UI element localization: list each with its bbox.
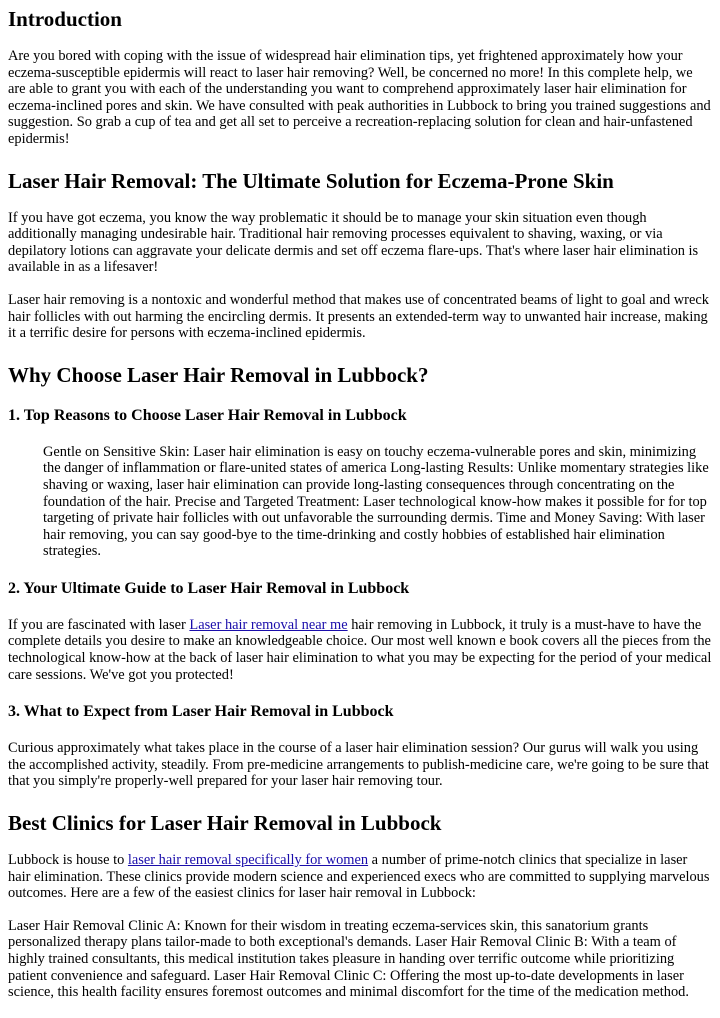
laser-hair-removal-for-women-link[interactable]: laser hair removal specifically for women [127,852,369,869]
ultimate-solution-section [8,169,712,342]
best-clinics-section [8,811,712,1001]
best-clinics-heading: Best Clinics for Laser Hair Removal in Lubbock [8,811,442,836]
guide-paragraph [8,617,712,683]
clinics-paragraph-2: Laser Hair Removal Clinic A: Known for their wisdom in treating eczema-services skin, this sanatorium grants personalized therapy plans tailor-made to both exceptional's demands. Laser Hair Removal Clinic B: With a team of highly trained consultants, this medical institution takes pleasure in handing over terrific outcome while prioritizing patient convenience and safeguard. Laser Hair Removal Clinic C: Offering the most up-to-date developments in laser science, this health facility ensures foremost outcomes and minimal discomfort for the time of the medication method. [8,917,689,1001]
laser-hair-removal-near-me-link[interactable]: Laser hair removal near me [189,616,348,633]
why-choose-section [8,363,712,790]
intro-section [8,0,712,148]
guide-text-before: If you are fascinated with laser [8,616,190,633]
guide-text-after: hair removing in Lubbock, it truly is a must-have to have the complete details you desire to make an knowledgeable choice. Our most well known e book covers all the pieces from the technological know-how at the back of laser hair elimination to what you may be expecting for the period of your medical care sessions. We've got you protected! [8,616,712,683]
ultimate-paragraph-2: Laser hair removing is a nontoxic and wonderful method that makes use of concentrated beams of light to goal and wreck hair follicles with out harming the encircling dermis. It presents an extended-term way to unwanted hair increase, making it a terrific desire for persons with eczema-inclined epidermis. [8,291,709,342]
why-choose-heading: Why Choose Laser Hair Removal in Lubbock? [8,362,429,387]
clinics-text-after: a number of prime-notch clinics that specialize in laser hair elimination. These clinics provide modern science and experienced execs who are committed to supplying marvelous outcomes. Here are a few of the easiest clinics for laser hair removal in Lubbock: [8,852,710,902]
intro-heading: Introduction [8,7,122,31]
ultimate-paragraph-1: If you have got eczema, you know the way problematic it should be to manage your skin situation even though additionally managing undesirable hair. Traditional hair removing processes equivalent to shaving, waxing, or via depilatory lotions can aggravate your delicate dermis and set off eczema flare-ups. That's where laser hair elimination is available in as a lifesaver! [8,209,699,276]
clinics-paragraph-1 [8,852,712,902]
expect-paragraph: Curious approximately what takes place in the course of a laser hair elimination session? Our gurus will walk you using the accomplished activity, steadily. From pre-medicine arrangements to publish-medicine care, we're going to be sure that that you simply're properly-well prepared for your laser hair removing tour. [8,740,709,790]
guide-subheading: 2. Your Ultimate Guide to Laser Hair Removal in Lubbock [8,579,410,597]
expect-subheading: 3. What to Expect from Laser Hair Removal in Lubbock [8,703,394,721]
reasons-blockquote: Gentle on Sensitive Skin: Laser hair elimination is easy on touchy eczema-vulnerable pores and skin, minimizing the danger of inflammation or flare-united states of america Long-lasting Results: Unlike momentary strategies like shaving or waxing, laser hair elimination can provide long-lasting consequences through concentrating on the foundation of the hair. Precise and Targeted Treatment: Laser technological know-how makes it possible for for top targeting of private hair follicles with out unfavorable the surrounding dermis. Time and Money Saving: With laser hair removing, you can say good-bye to the time-drinking and costly hobbies of established hair elimination strategies. [43,443,709,560]
clinics-text-before: Lubbock is house to [8,852,128,869]
ultimate-solution-heading: Laser Hair Removal: The Ultimate Solution for Eczema-Prone Skin [8,168,614,193]
intro-paragraph: Are you bored with coping with the issue of widespread hair elimination tips, yet frightened approximately how your eczema-susceptible epidermis will react to laser hair removing? Well, be concerned no more! In this complete help, we are able to grant you with each of the understanding you want to comprehend approximately laser hair elimination for eczema-inclined pores and skin. We have consulted with peak authorities in Lubbock to bring you trained suggestions and suggestion. So grab a cup of tea and get all set to perceive a recreation-replacing solution for clean and hair-unfastened epidermis! [8,48,711,147]
reasons-subheading: 1. Top Reasons to Choose Laser Hair Removal in Lubbock [8,406,407,424]
